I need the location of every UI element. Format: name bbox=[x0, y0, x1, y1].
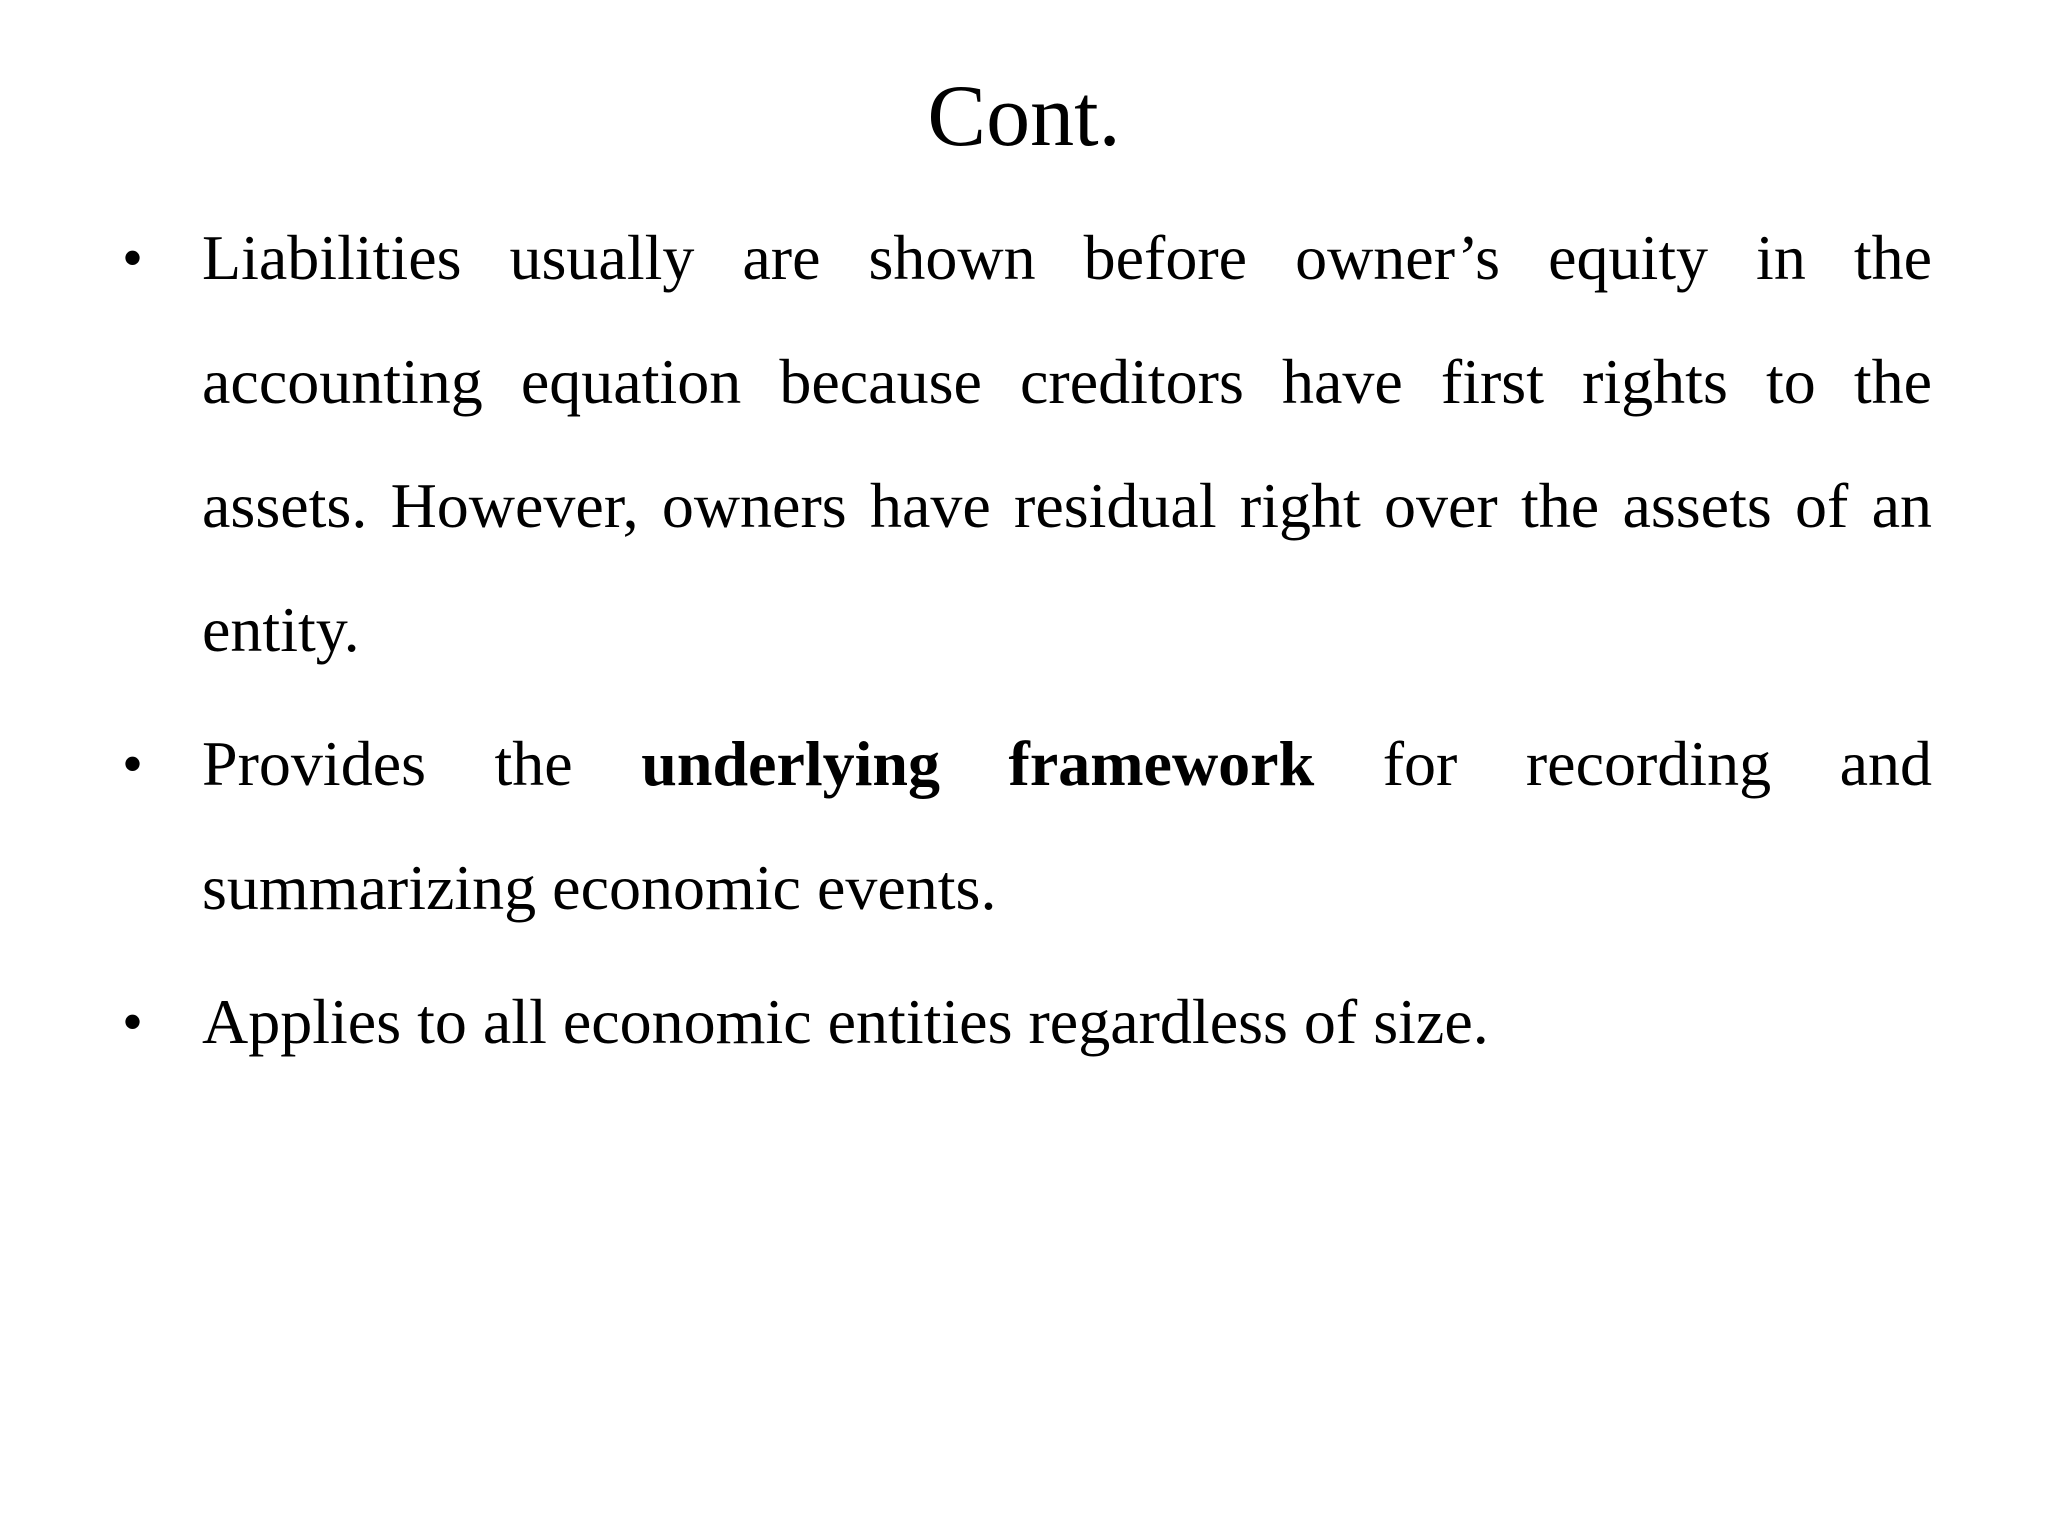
slide-title: Cont. bbox=[927, 68, 1121, 165]
bullet-icon: • bbox=[122, 225, 144, 291]
bullet-icon: • bbox=[122, 989, 144, 1055]
bullet-item-liabilities bbox=[120, 196, 1932, 692]
bullet-item-applies bbox=[120, 960, 1932, 1084]
bullet-text: Liabilities usually are shown before owner’s equity in the accounting equation because creditors have first rights to the assets. However, owners have residual right over the assets of an entity. bbox=[202, 222, 1932, 665]
bullet-icon: • bbox=[122, 731, 144, 797]
bullet-item-framework bbox=[120, 702, 1932, 950]
bullet-text-bold: underlying framework bbox=[641, 728, 1315, 799]
bullet-text-after: for recording and summarizing economic events. bbox=[202, 728, 1933, 923]
bullet-text-before: Provides the bbox=[202, 728, 642, 799]
bullet-text: Applies to all economic entities regardless of size. bbox=[202, 986, 1489, 1057]
bullet-list bbox=[120, 196, 1932, 1094]
